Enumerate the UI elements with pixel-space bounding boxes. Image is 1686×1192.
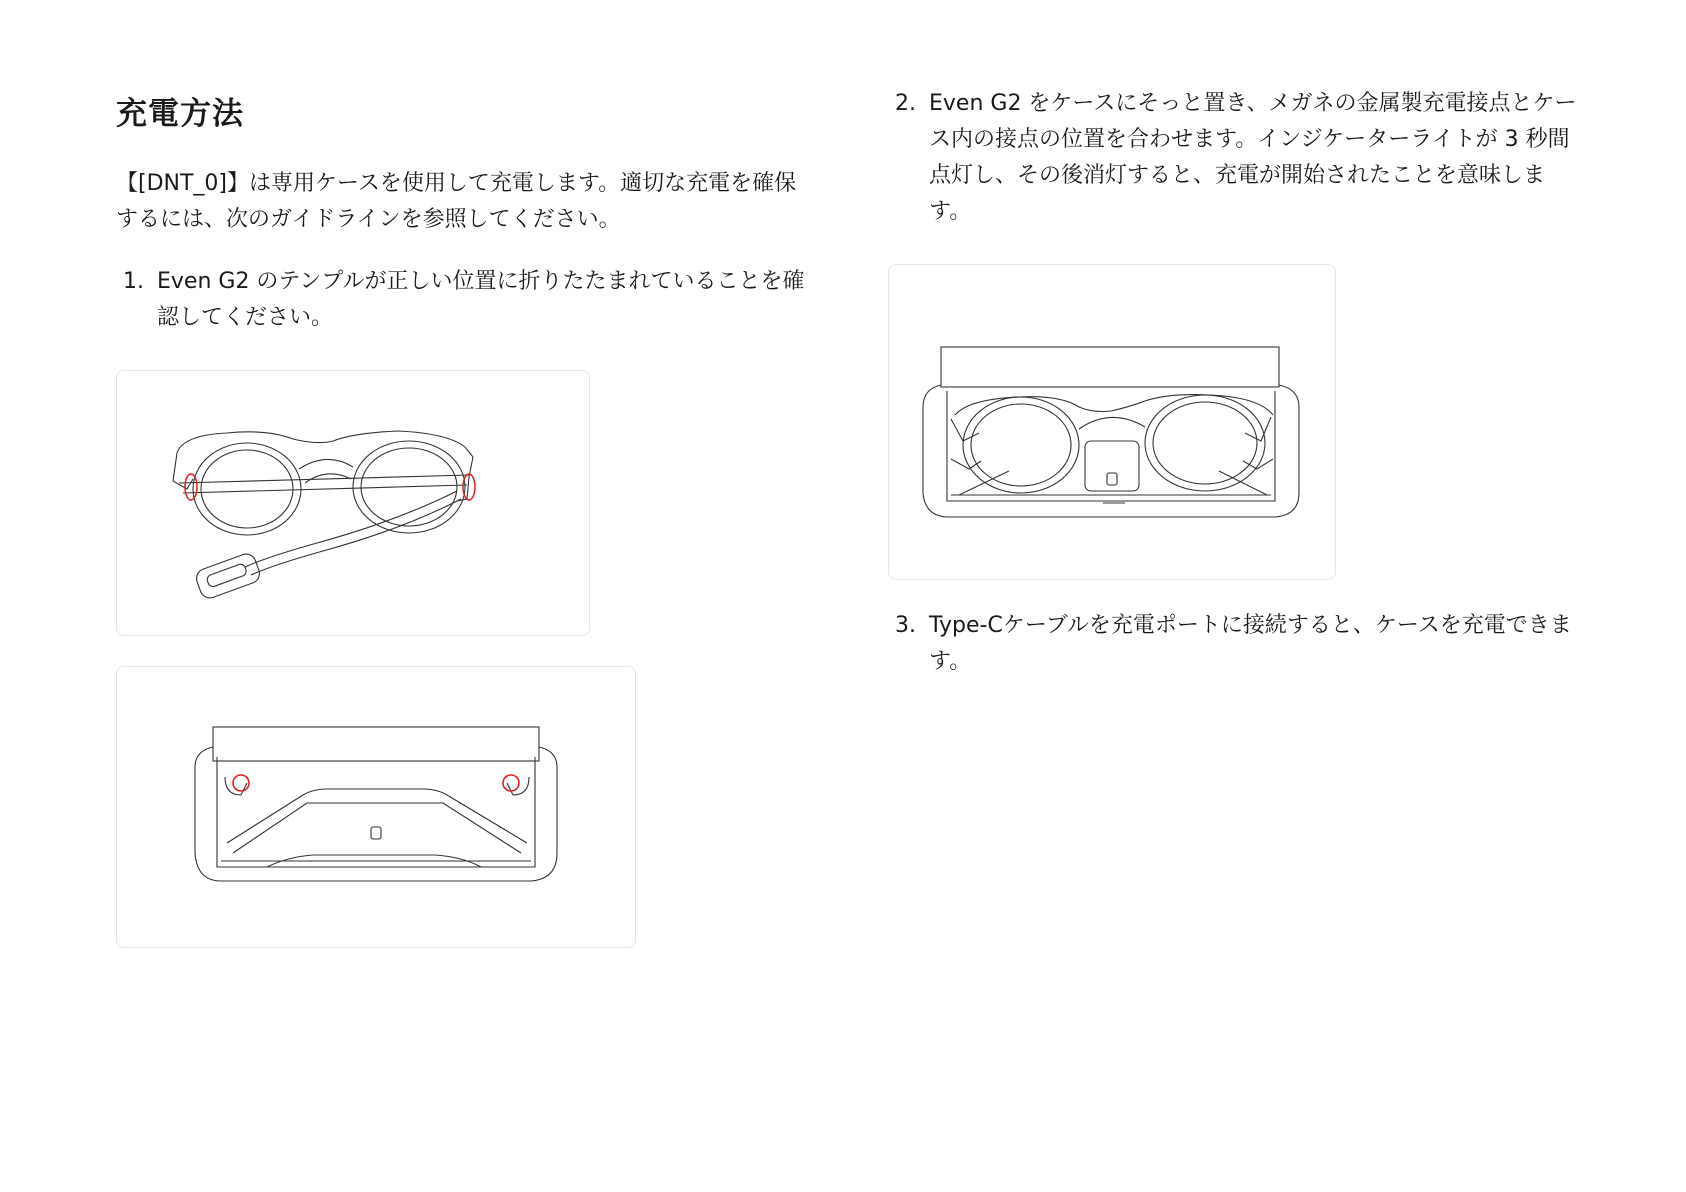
step-3-number: 3. [895,613,916,638]
step-1-text: Even G2 のテンプルが正しい位置に折りたたまれていることを確認してください。 [157,269,805,330]
intro-paragraph: 【[DNT_0]】は専用ケースを使用して充電します。適切な充電を確保するには、次のガイドラインを参照してください。 [116,171,797,232]
case-right-contact-highlight [503,775,519,791]
step-1 [123,264,813,336]
glasses-in-case-illustration [889,265,1335,579]
left-contact-highlight [185,474,197,500]
page-title: 充電方法 [116,96,244,132]
step-1-number: 1. [123,269,144,294]
folded-glasses-figure [116,370,590,636]
step-2-number: 2. [895,91,916,116]
empty-case-illustration [117,667,635,947]
step-3-text: Type-Cケーブルを充電ポートに接続すると、ケースを充電できます。 [929,613,1572,674]
step-2-text: Even G2 をケースにそっと置き、メガネの金属製充電接点とケース内の接点の位置を合わせます。インジケーターライトが 3 秒間点灯し、その後消灯すると、充電が開始されたことを意味します。 [929,91,1577,224]
empty-case-figure [116,666,636,948]
folded-glasses-illustration [117,371,589,635]
glasses-in-case-figure [888,264,1336,580]
step-2 [895,86,1585,230]
step-3 [895,608,1585,680]
